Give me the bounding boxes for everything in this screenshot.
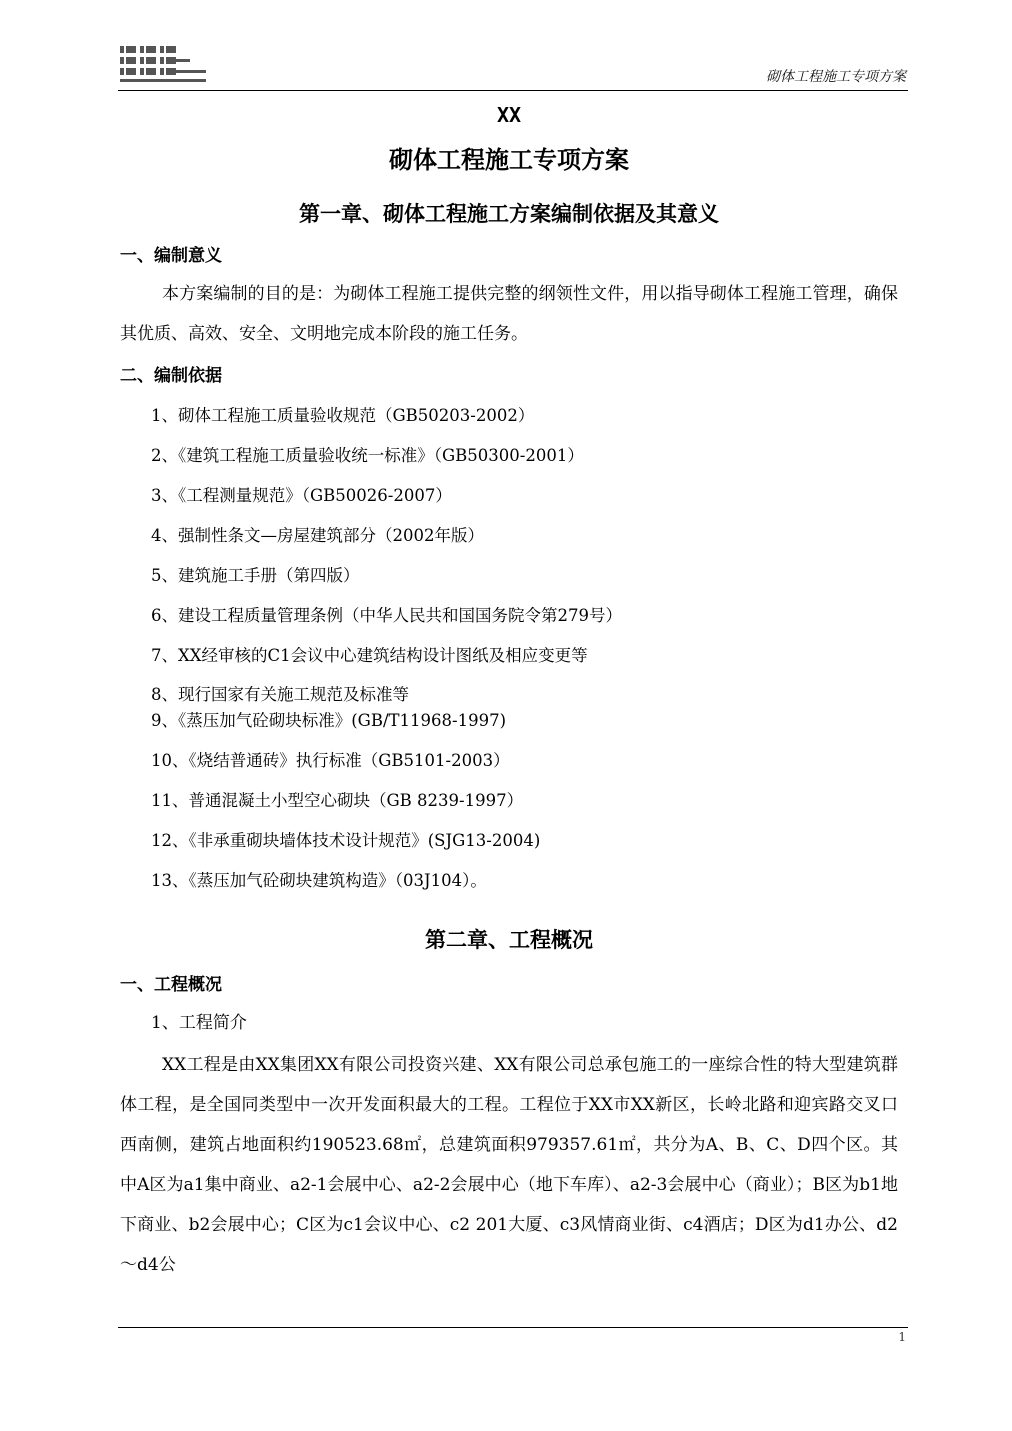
header-divider [118, 90, 908, 91]
section-heading-overview: 一、工程概况 [120, 975, 222, 995]
basis-list [120, 396, 898, 901]
list-item: 4、强制性条文—房屋建筑部分（2002年版） [151, 526, 484, 545]
project-intro-paragraph: XX工程是由XX集团XX有限公司投资兴建、XX有限公司总承包施工的一座综合性的特大型建筑群体工程，是全国同类型中一次开发面积最大的工程。工程位于XX市XX新区，长岭北路和迎宾路交叉口西南侧，建筑占地面积约190523.68㎡，总建筑面积979357.61㎡，共分为A、B、C、D四个区。其中A区为a1集中商业、a2-1会展中心、a2-2会展中心（地下车库）、a2-3会展中心（商业）；B区为b1地下商业、b2会展中心；C区为c1会议中心、c2 201大厦、c3风情商业街、c4酒店；D区为d1办公、d2～d4公 [120, 1055, 898, 1275]
list-item: 7、XX经审核的C1会议中心建筑结构设计图纸及相应变更等 [151, 646, 588, 665]
page-number: 1 [898, 1330, 906, 1344]
subsection-heading-intro: 1、工程简介 [151, 1013, 247, 1033]
purpose-paragraph: 本方案编制的目的是：为砌体工程施工提供完整的纲领性文件，用以指导砌体工程施工管理，确保其优质、高效、安全、文明地完成本阶段的施工任务。 [120, 284, 898, 344]
section-heading-purpose: 一、编制意义 [120, 246, 222, 266]
list-item: 12、《非承重砌块墙体技术设计规范》(SJG13-2004) [151, 831, 541, 850]
list-item: 6、建设工程质量管理条例（中华人民共和国国务院令第279号） [151, 606, 622, 625]
list-item: 13、《蒸压加气砼砌块建筑构造》（03J104）。 [151, 871, 487, 890]
document-title: 砌体工程施工专项方案 [389, 146, 629, 174]
building-grid-logo-icon [120, 44, 206, 84]
list-item: 8、现行国家有关施工规范及标准等 [151, 685, 409, 704]
list-item: 10、《烧结普通砖》执行标准（GB5101-2003） [151, 751, 510, 770]
list-item: 9、《蒸压加气砼砌块标准》(GB/T11968-1997) [151, 711, 507, 730]
chapter-2-title: 第二章、工程概况 [425, 928, 593, 952]
list-item: 3、《工程测量规范》（GB50026-2007） [151, 486, 452, 505]
chapter-1-title: 第一章、砌体工程施工方案编制依据及其意义 [299, 202, 719, 226]
footer-divider [118, 1327, 908, 1328]
section-heading-basis: 二、编制依据 [120, 366, 222, 386]
document-body [120, 100, 898, 1285]
running-header-title: 砌体工程施工专项方案 [766, 69, 906, 85]
list-item: 5、建筑施工手册（第四版） [151, 566, 360, 585]
list-item: 11、普通混凝土小型空心砌块（GB 8239-1997） [151, 791, 524, 810]
list-item: 1、砌体工程施工质量验收规范（GB50203-2002） [151, 406, 535, 425]
document-code: XX [496, 103, 522, 127]
list-item: 2、《建筑工程施工质量验收统一标准》（GB50300-2001） [151, 446, 584, 465]
